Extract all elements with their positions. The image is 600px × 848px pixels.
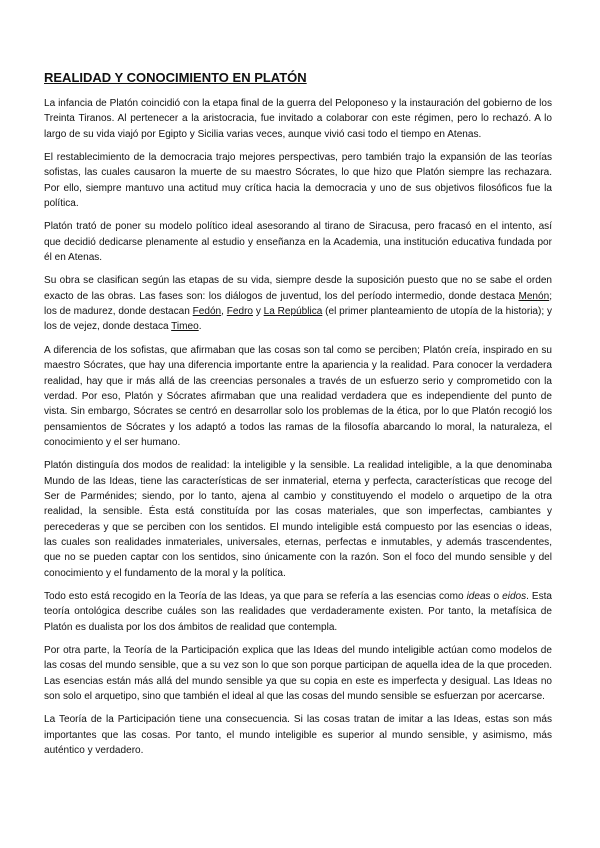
work-la-republica: La República: [263, 306, 323, 318]
term-eidos: eidos: [502, 590, 527, 602]
term-ideas: ideas: [466, 590, 491, 602]
work-fedro: Fedro: [226, 306, 254, 318]
work-fedon: Fedón: [192, 306, 222, 318]
work-timeo: Timeo: [171, 321, 199, 333]
document-page: [44, 70, 552, 766]
paragraph-participacion: Por otra parte, la Teoría de la Participación explica que las Ideas del mundo inteligible actúan como modelos de las cosas del mundo sensible, que a su vez son lo que son porque participan de aquella idea de la que proceden. Las esencias están más allá del mundo sensible ya que su copia en este es imperfecta y desigual. Las Ideas no son solo el arquetipo, sino que también el ideal al que las cosas del mundo sensible se esfuerzan por acercarse.: [44, 645, 552, 703]
document-title: REALIDAD Y CONOCIMIENTO EN PLATÓN: [44, 70, 307, 85]
work-menon: Menón: [518, 290, 550, 302]
paragraph-dos-realidades: Platón distinguía dos modos de realidad: la inteligible y la sensible. La realidad inteligible, a la que denominaba Mundo de las Ideas, tiene las características de ser inmaterial, eterna y perfecta, características que recoge del Ser de Parménides; siendo, por lo tanto, ajena al cambio y constituyendo el modelo o arquetipo de la otra realidad, la sensible. Ésta está constituída por las cosas materiales, que son imperfectas, cambiantes y perecederas y que se perciben con los sentidos. El mundo inteligible está compuesto por las esencias o ideas, las cuales son realidades inmateriales, universales, eternas, perfectas e inmutables, y además trascendentes, que no se pueden captar con los sentidos, sino únicamente con la razón. Son el foco del mundo sensible y del conocimiento y el fundamento de la moral y la política.: [44, 460, 552, 579]
paragraph-siracusa: Platón trató de poner su modelo político ideal asesorando al tirano de Siracusa, pero fracasó en el intento, así que decidió dedicarse plenamente al estudio y enseñanza en la Academia, una institución educativa fundada por él en Atenas.: [44, 221, 552, 264]
paragraph-obras: Su obra se clasifican según las etapas de su vida, siempre desde la suposición puesto que no se sabe el orden exacto de las obras. Las fases son: los diálogos de juventud, los del período intermedio, donde destaca Menón; los de madurez, donde destacan Fedón, Fedro y La República (el primer planteamiento de utopía de la historia); y los de vejez, donde destaca Timeo.: [44, 275, 552, 333]
paragraph-infancia: La infancia de Platón coincidió con la etapa final de la guerra del Peloponeso y la instauración del gobierno de los Treinta Tiranos. Al pertenecer a la aristocracia, fue invitado a colaborar con este régimen, pero lo rechazó. A lo largo de su vida viajó por Egipto y Sicilia varias veces, aunque vivió casi todo el tiempo en Atenas.: [44, 98, 552, 140]
paragraph-sofistas: A diferencia de los sofistas, que afirmaban que las cosas son tal como se perciben; Platón creía, inspirado en su maestro Sócrates, que hay una diferencia importante entre la apariencia y la realidad. Para conocer la verdadera realidad, hay que ir más allá de las creencias personales a través de un esfuerzo serio y comprometido con la verdad. Por eso, Platón y Sócrates afirmaban que una realidad verdadera que es independiente del punto de vista. Sin embargo, Sócrates se centró en desarrollar solo los problemas de la ética, por lo que Platón recogió los pensamientos de Sócrates y los adaptó a todos las ramas de la filosofía abarcando lo moral, la naturaleza, el conocimiento y el ser humano.: [44, 344, 552, 448]
paragraph-democracia: El restablecimiento de la democracia trajo mejores perspectivas, pero también trajo la expansión de las teorías sofistas, las cuales causaron la muerte de su maestro Sócrates, lo que hizo que Platón siempre las rechazara. Por ello, siempre mantuvo una actitud muy crítica hacia la democracia y uno de sus objetivos filosóficos fue la política.: [44, 152, 552, 210]
paragraph-teoria-ideas: Todo esto está recogido en la Teoría de las Ideas, ya que para se refería a las esencias como ideas o eidos. Esta teoría ontológica describe cuáles son las realidades que verdaderamente existen. Por tanto, la metafísica de Platón es dualista por los dos ámbitos de realidad que contempla.: [44, 590, 553, 633]
paragraph-consecuencia: La Teoría de la Participación tiene una consecuencia. Si las cosas tratan de imitar a las Ideas, estas son más importantes que las cosas. Por tanto, el mundo inteligible es superior al mundo sensible, y asimismo, más auténtico y verdadero.: [44, 714, 552, 757]
